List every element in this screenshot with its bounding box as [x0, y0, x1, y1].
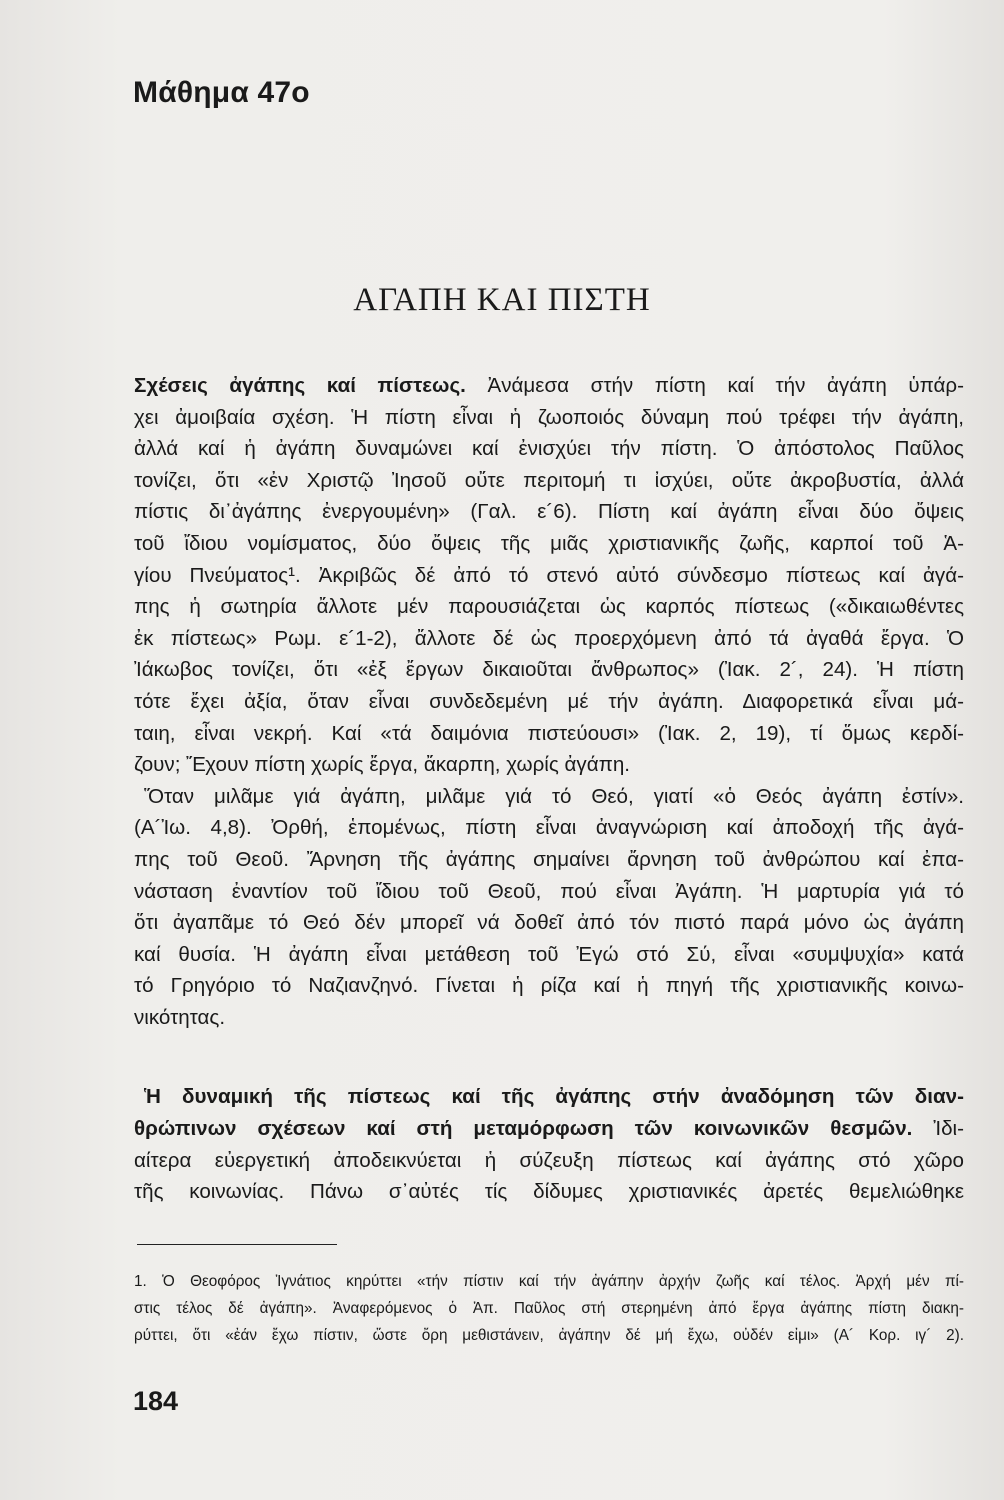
- text-line: ταιη, εἶναι νεκρή. Καί «τά δαιμόνια πιστεύουσι» (Ἰακ. 2, 19), τί ὅμως κερδί-: [134, 721, 964, 745]
- text-line: νικότητας.: [134, 1005, 226, 1029]
- text-line: τοῦ ἴδιου νομίσματος, δύο ὄψεις τῆς μιᾶς χριστιανικῆς ζωῆς, καρποί τοῦ Ἁ-: [134, 531, 964, 555]
- text-line: Ἰάκωβος τονίζει, ὅτι «ἐξ ἔργων δικαιοῦται ἄνθρωπος» (Ἰακ. 2´, 24). Ἡ πίστη: [134, 658, 964, 682]
- text-line: (Α´Ἰω. 4,8). Ὀρθή, ἑπομένως, πίστη εἶναι ἀναγνώριση καί ἀποδοχή τῆς ἀγά-: [134, 816, 964, 840]
- page-number: 184: [133, 1386, 179, 1416]
- text-line: γίου Πνεύματος¹. Ἀκριβῶς δέ ἀπό τό στενό αὐτό σύνδεσμο πίστεως καί ἀγά-: [134, 563, 964, 587]
- text-line: [134, 370, 964, 402]
- lesson-heading: Μάθημα 47ο: [133, 76, 310, 109]
- text-line: πης τοῦ Θεοῦ. Ἄρνηση τῆς ἀγάπης σημαίνει ἄρνηση τοῦ ἀνθρώπου καί ἐπα-: [134, 847, 964, 871]
- text-line: χει ἀμοιβαία σχέση. Ἡ πίστη εἶναι ἡ ζωοποιός δύναμη πού τρέφει τήν ἀγάπη,: [134, 405, 964, 429]
- section-heading: θρώπινων σχέσεων καί στή μεταμόρφωση τῶν κοινωνικῶν θεσμῶν.: [134, 1117, 913, 1141]
- text-line: τῆς κοινωνίας. Πάνω σ᾿αὐτές τίς δίδυμες χριστιανικές ἀρετές θεμελιώθηκε: [134, 1180, 964, 1204]
- text-line: πίστις δι᾿ἀγάπης ἐνεργουμένη» (Γαλ. ε´6). Πίστη καί ἀγάπη εἶναι δύο ὄψεις: [134, 500, 964, 524]
- text-line: ζουν; Ἔχουν πίστη χωρίς ἔργα, ἄκαρπη, χωρίς ἀγάπη.: [134, 753, 631, 777]
- paragraph-gap: [134, 1033, 964, 1081]
- text-line: τονίζει, ὅτι «ἐν Χριστῷ Ἰησοῦ οὔτε περιτομή τι ἰσχύει, οὔτε ἀκροβυστία, ἀλλά: [134, 468, 964, 492]
- text-line: τό Γρηγόριο τό Ναζιανζηνό. Γίνεται ἡ ρίζα καί ἡ πηγή τῆς χριστιανικῆς κοινω-: [134, 974, 964, 998]
- section-heading: Σχέσεις ἀγάπης καί πίστεως.: [134, 374, 466, 397]
- text-line: Ὅταν μιλᾶμε γιά ἀγάπη, μιλᾶμε γιά τό Θεό, γιατί «ὁ Θεός ἀγάπη ἐστίν».: [144, 784, 964, 808]
- footnote-line: 1. Ὁ Θεοφόρος Ἰγνάτιος κηρύττει «τήν πίστιν καί τήν ἀγάπην ἀρχήν ζωῆς καί τέλος. Ἀρχή μέν πί-: [134, 1273, 964, 1290]
- text-line: ἀλλά καί ἡ ἀγάπη δυναμώνει καί ἐνισχύει τήν πίστη. Ὁ ἀπόστολος Παῦλος: [134, 437, 964, 461]
- footnote-line: ρύττει, ὅτι «ἐάν ἔχω πίστιν, ὥστε ὄρη μεθιστάνειν, ἀγάπην δέ μή ἔχω, οὐδέν εἰμι» (Α´ Κορ. ιγ´ 2).: [134, 1327, 964, 1344]
- text-fragment: Ἰδι-: [912, 1117, 964, 1141]
- footnote-divider: [137, 1244, 337, 1245]
- text-line: [134, 1113, 964, 1145]
- text-fragment: Ἀνάμεσα στήν πίστη καί τήν ἀγάπη ὑπάρ-: [465, 374, 964, 397]
- footnote-line: στις τέλος δέ ἀγάπη». Ἀναφερόμενος ὁ Ἀπ. Παῦλος στή στερημένη ἀπό ἔργα ἀγάπης πίστη διακη-: [134, 1300, 964, 1317]
- text-line: ὅτι ἀγαπᾶμε τό Θεό δέν μπορεῖ νά δοθεῖ ἀπό τόν πιστό παρά μόνο ὡς ἀγάπη: [134, 911, 964, 935]
- text-line: τότε ἔχει ἀξία, ὅταν εἶναι συνδεδεμένη μέ τήν ἀγάπη. Διαφορετικά εἶναι μά-: [134, 689, 964, 713]
- text-line: αίτερα εὐεργετική ἀποδεικνύεται ἡ σύζευξη πίστεως καί ἀγάπης στό χῶρο: [134, 1148, 964, 1172]
- text-line: νάσταση ἐναντίον τοῦ ἴδιου τοῦ Θεοῦ, πού εἶναι Ἀγάπη. Ἡ μαρτυρία γιά τό: [134, 879, 964, 903]
- text-line: καί θυσία. Ἡ ἀγάπη εἶναι μετάθεση τοῦ Ἐγώ στό Σύ, εἶναι «συμψυχία» κατά: [134, 942, 964, 966]
- footnote: [134, 1268, 964, 1349]
- main-text: [134, 370, 964, 1208]
- chapter-title: ΑΓΑΠΗ ΚΑΙ ΠΙΣΤΗ: [353, 282, 651, 318]
- text-line: ἐκ πίστεως» Ρωμ. ε´1-2), ἄλλοτε δέ ὡς προερχόμενη ἀπό τά ἀγαθά ἔργα. Ὁ: [134, 626, 964, 650]
- text-line: πης ἡ σωτηρία ἄλλοτε μέν παρουσιάζεται ὡς καρπός πίστεως («δικαιωθέντες: [134, 595, 964, 619]
- section-heading: Ἡ δυναμική τῆς πίστεως καί τῆς ἀγάπης στήν ἀναδόμηση τῶν διαν-: [144, 1085, 964, 1109]
